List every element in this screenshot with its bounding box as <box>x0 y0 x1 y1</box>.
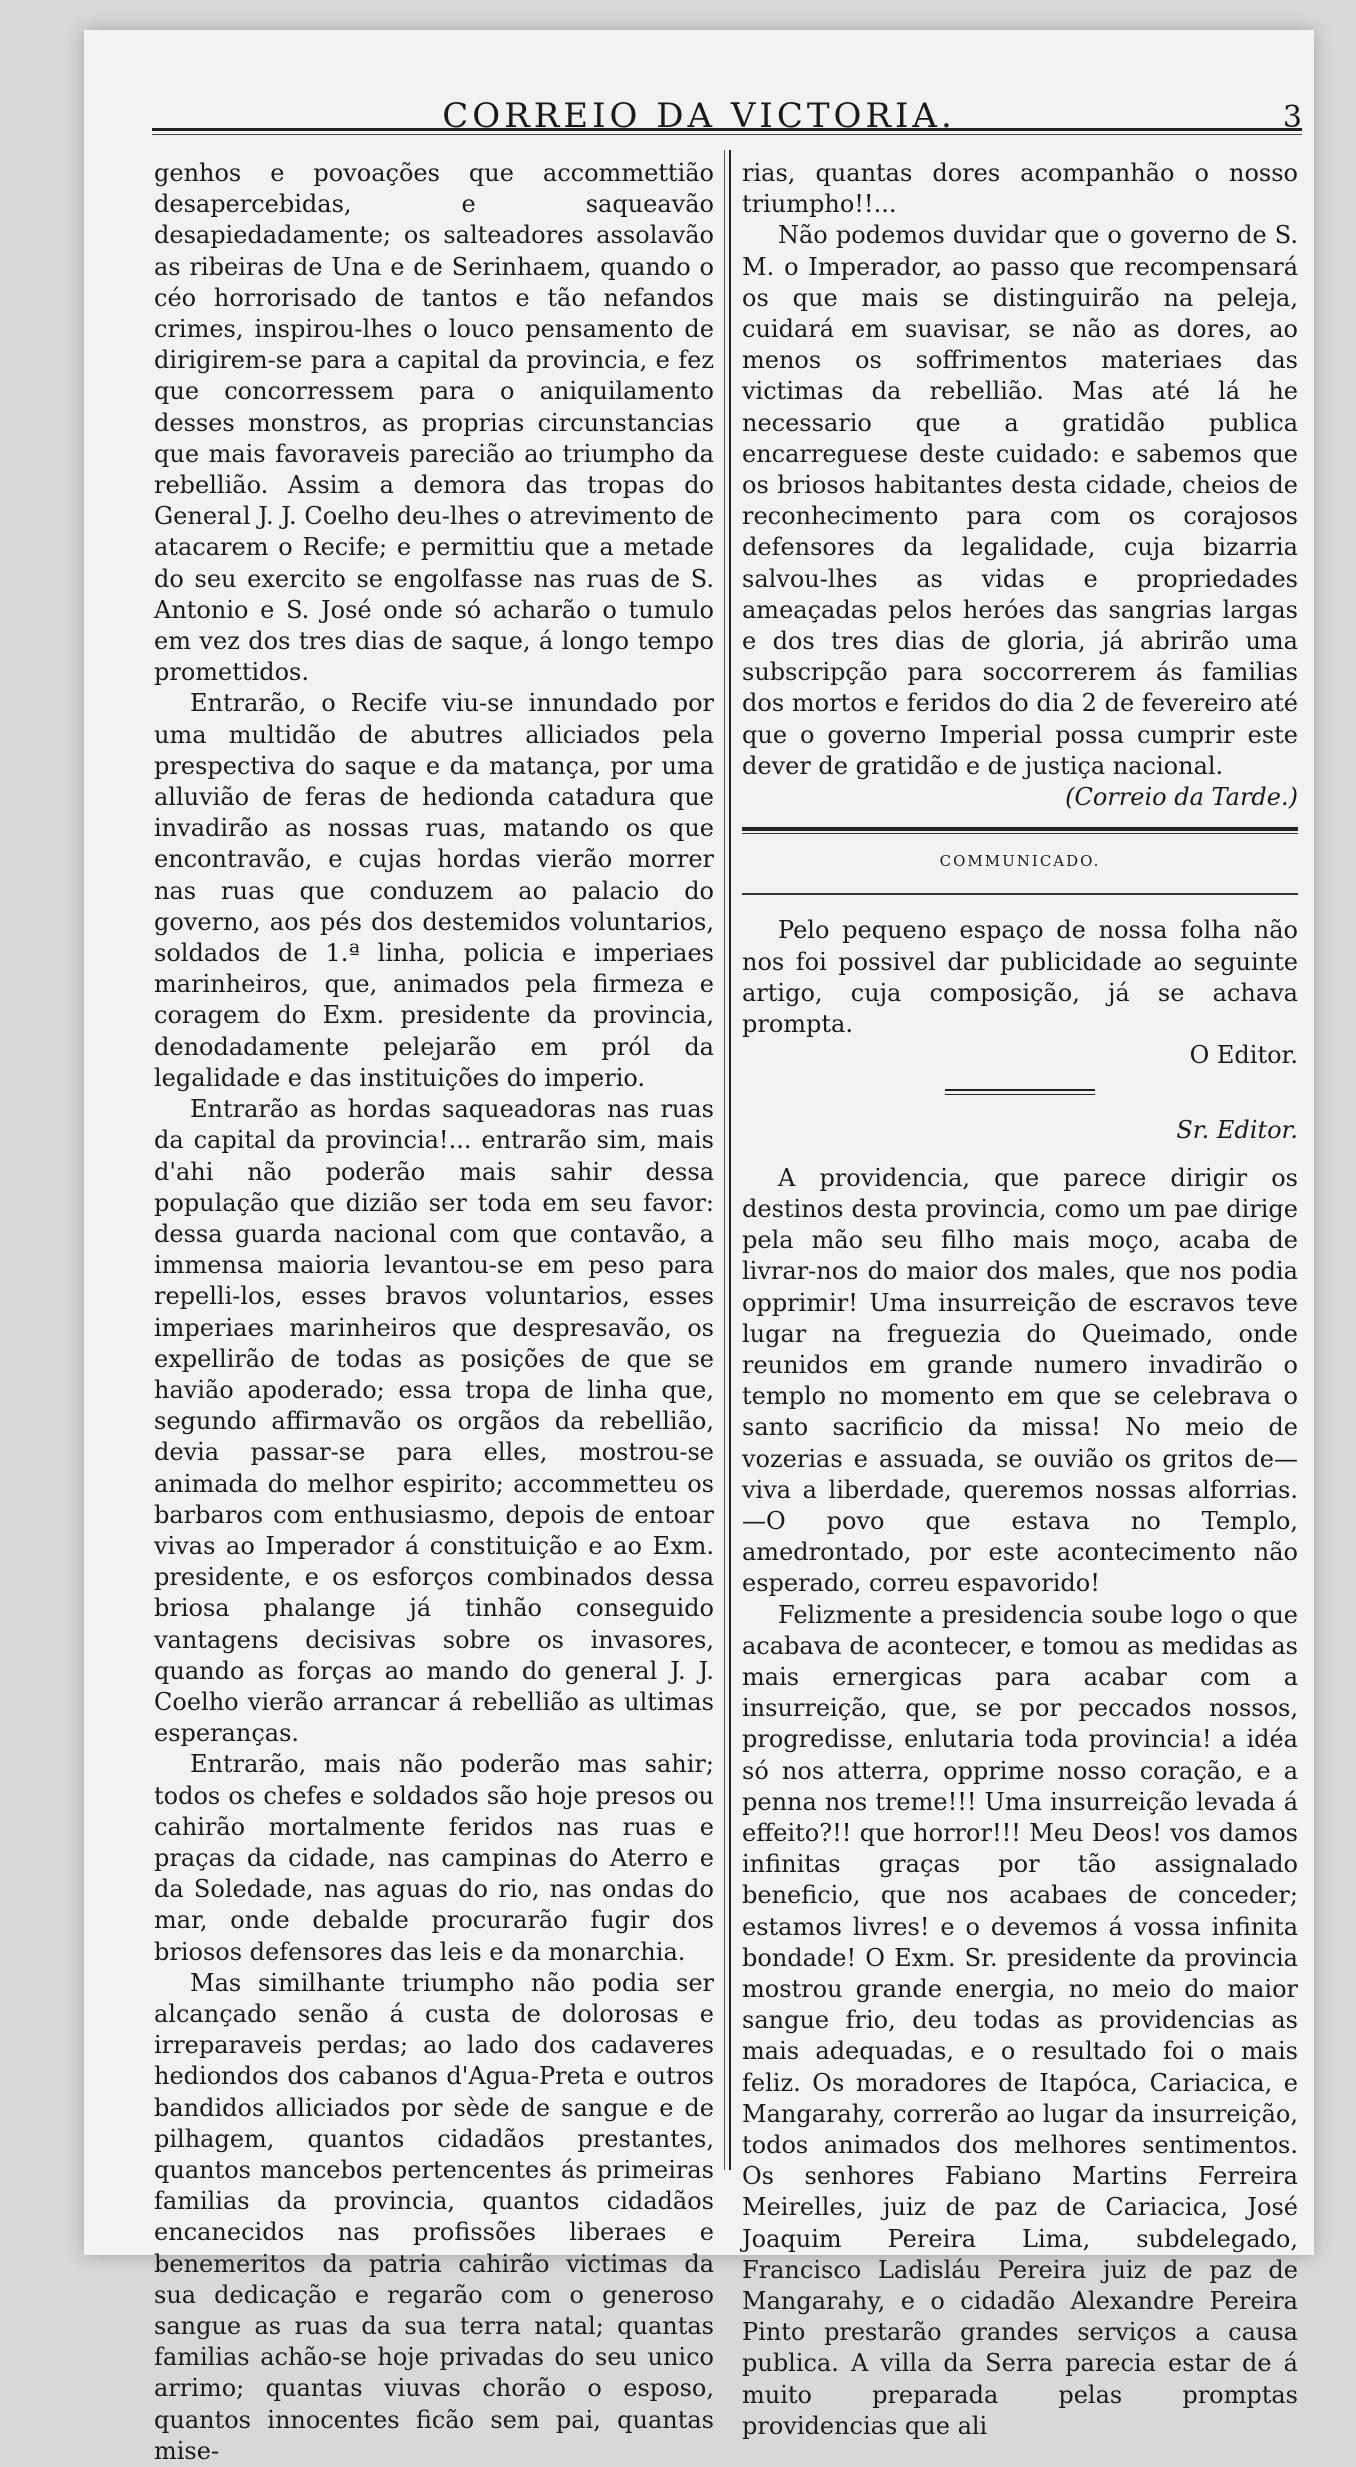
intro-note: Pelo pequeno espaço de nossa folha não nos foi possivel dar publicidade ao seguinte artigo, cuja composição, já se achava prompta. <box>742 916 1298 1039</box>
left-paragraph-2: Entrarão, o Recife viu-se innundado por uma multidão de abutres alliciados pela prespectiva do saque e da matança, por uma alluvião de feras de hedionda catadura que invadirão as nossas ruas, matando os que encontravão, e cujas hordas vierão morrer nas ruas que conduzem ao palacio do governo, aos pés dos destemidos voluntarios, soldados de 1.ª linha, policia e imperiaes marinheiros, que, animados pela firmeza e coragem do Exm. presidente da provincia, denodadamente pelejarão em pról da legalidade e das instituições do imperio. <box>154 689 714 1092</box>
letter-paragraph-1: A providencia, que parece dirigir os destinos desta provincia, como um pae dirige pela mão seu filho mais moço, acaba de livrar-nos do maior dos males, que nos podia opprimir! Uma insurreição de escravos teve lugar na freguezia do Queimado, onde reunidos em grande numero invadirão o templo no momento em que se celebrava o santo sacrificio da missa! No meio de vozerias e assuada, se ouvião os gritos de—viva a liberdade, queremos nossas alforrias.—O povo que estava no Templo, amedrontado, por este acontecimento não esperado, correu espavorido! <box>742 1163 1298 1598</box>
left-column <box>154 158 714 2467</box>
page-header <box>84 58 1314 136</box>
intro-signature: O Editor. <box>1189 1041 1298 1070</box>
source-credit: (Correio da Tarde.) <box>1065 783 1298 812</box>
section-title-rule <box>742 893 1298 895</box>
right-paragraph-2: Não podemos duvidar que o governo de S. M. o Imperador, ao passo que recompensará os que mais se distinguirão na peleja, cuidará em suavisar, se não as dores, ao menos os soffrimentos materiaes das victimas da rebellião. Mas até lá he necessario que a gratidão publica encarreguese deste cuidado: e sabemos que os briosos habitantes desta cidade, cheios de reconhecimento para com os corajosos defensores da legalidade, cuja bizarria salvou-lhes as vidas e propriedades ameaçadas pelos heróes das sangrias largas e dos tres dias de gloria, já abrirão uma subscripção para soccorrerem ás familias dos mortos e feridos do dia 2 de fevereiro até que o governo Imperial possa cumprir este dever de gratidão e de justiça nacional. <box>742 221 1298 780</box>
section-title: COMMUNICADO. <box>939 852 1101 871</box>
section-rule <box>742 827 1298 834</box>
left-paragraph-4: Entrarão, mais não poderão mas sahir; todos os chefes e soldados são hoje presos ou cahirão mortalmente feridos nas ruas e praças da cidade, nas campinas do Aterro e da Soledade, nas aguas do rio, nas ondas do mar, onde debalde procurarão fugir dos briosos defensores das leis e da monarchia. <box>154 1750 714 1966</box>
left-paragraph-5: Mas similhante triumpho não podia ser alcançado senão á custa de dolorosas e irreparaveis perdas; ao lado dos cadaveres hediondos dos cabanos d'Agua-Preta e outros bandidos alliciados por sède de sangue e de pilhagem, quantos cidadãos prestantes, quantos mancebos pertencentes ás primeiras familias da provincia, quantos cidadãos encanecidos nas profissões liberaes e benemeritos da patria cahirão victimas da sua dedicação e regarão com o generoso sangue as ruas da sua terra natal; quantas familias achão-se hoje privadas do seu unico arrimo; quantas viuvas chorão o esposo, quantos innocentes ficão sem pai, quantas mise- <box>154 1968 714 2465</box>
masthead-title: CORREIO DA VICTORIA. <box>442 96 956 136</box>
right-paragraph-1: rias, quantas dores acompanhão o nosso triumpho!!... <box>742 159 1298 219</box>
column-divider-line <box>724 150 725 2170</box>
page-number: 3 <box>1282 100 1302 135</box>
column-divider <box>729 150 731 2170</box>
newspaper-page <box>84 30 1314 2465</box>
left-paragraph-3: Entrarão as hordas saqueadoras nas ruas da capital da provincia!... entrarão sim, mais d'ahi não poderão mais sahir dessa população que dizião ser toda em seu favor: dessa guarda nacional com que contavão, a immensa maioria levantou-se em peso para repelli-los, esses bravos voluntarios, esses imperiaes marinheiros que despresavão, os expellirão de todas as posições de que se havião apoderado; essa tropa de linha que, segundo affirmavão os orgãos da rebellião, devia passar-se para elles, mostrou-se animada do melhor espirito; accommetteu os barbaros com enthusiasmo, depois de entoar vivas ao Imperador á constituição e ao Exm. presidente, e os esforços combinados dessa briosa phalange já tinhão conseguido vantagens decisivas sobre os invasores, quando as forças ao mando do general J. J. Coelho vierão arrancar á rebellião as ultimas esperanças. <box>154 1095 714 1748</box>
left-paragraph-1: genhos e povoações que accommettião desapercebidas, e saqueavão desapiedadamente; os salteadores assolavão as ribeiras de Una e de Serinhaem, quando o céo horrorisado de tantos e tão nefandos crimes, inspirou-lhes o louco pensamento de dirigirem-se para a capital da provincia, e fez que concorressem para o aniquilamento desses monstros, as proprias circunstancias que mais favoraveis parecião ao triumpho da rebellião. Assim a demora das tropas do General J. J. Coelho deu-lhes o atrevimento de atacarem o Recife; e permittiu que a metade do seu exercito se engolfasse nas ruas de S. Antonio e S. José onde só acharão o tumulo em vez dos tres dias de saque, á longo tempo promettidos. <box>154 159 714 687</box>
salutation: Sr. Editor. <box>1176 1116 1298 1145</box>
header-rule <box>152 128 1302 135</box>
short-divider <box>945 1089 1095 1095</box>
right-column <box>742 158 1298 2442</box>
letter-paragraph-2: Felizmente a presidencia soube logo o que acabava de acontecer, e tomou as medidas as mais ernergicas para acabar com a insurreição, que, se por peccados nossos, progredisse, enlutaria toda provincia! a idéa só nos atterra, opprime nosso coração, e a penna nos treme!!! Uma insurreição levada á effeito?!! que horror!!! Meu Deos! vos damos infinitas graças por tão assignalado beneficio, que nos acabaes de conceder; estamos livres! e o devemos á vossa infinita bondade! O Exm. Sr. presidente da provincia mostrou grande energia, no meio do maior sangue frio, deu todas as providencias as mais adequadas, e o resultado foi o mais feliz. Os moradores de Itapóca, Cariacica, e Mangarahy, correrão ao lugar da insurreição, todos animados dos melhores sentimentos. Os senhores Fabiano Martins Ferreira Meirelles, juiz de paz de Cariacica, José Joaquim Pereira Lima, subdelegado, Francisco Ladisláu Pereira juiz de paz de Mangarahy, e o cidadão Alexandre Pereira Pinto prestarão grandes serviços a causa publica. A villa da Serra parecia estar de á muito preparada pelas promptas providencias que ali <box>742 1600 1298 2440</box>
